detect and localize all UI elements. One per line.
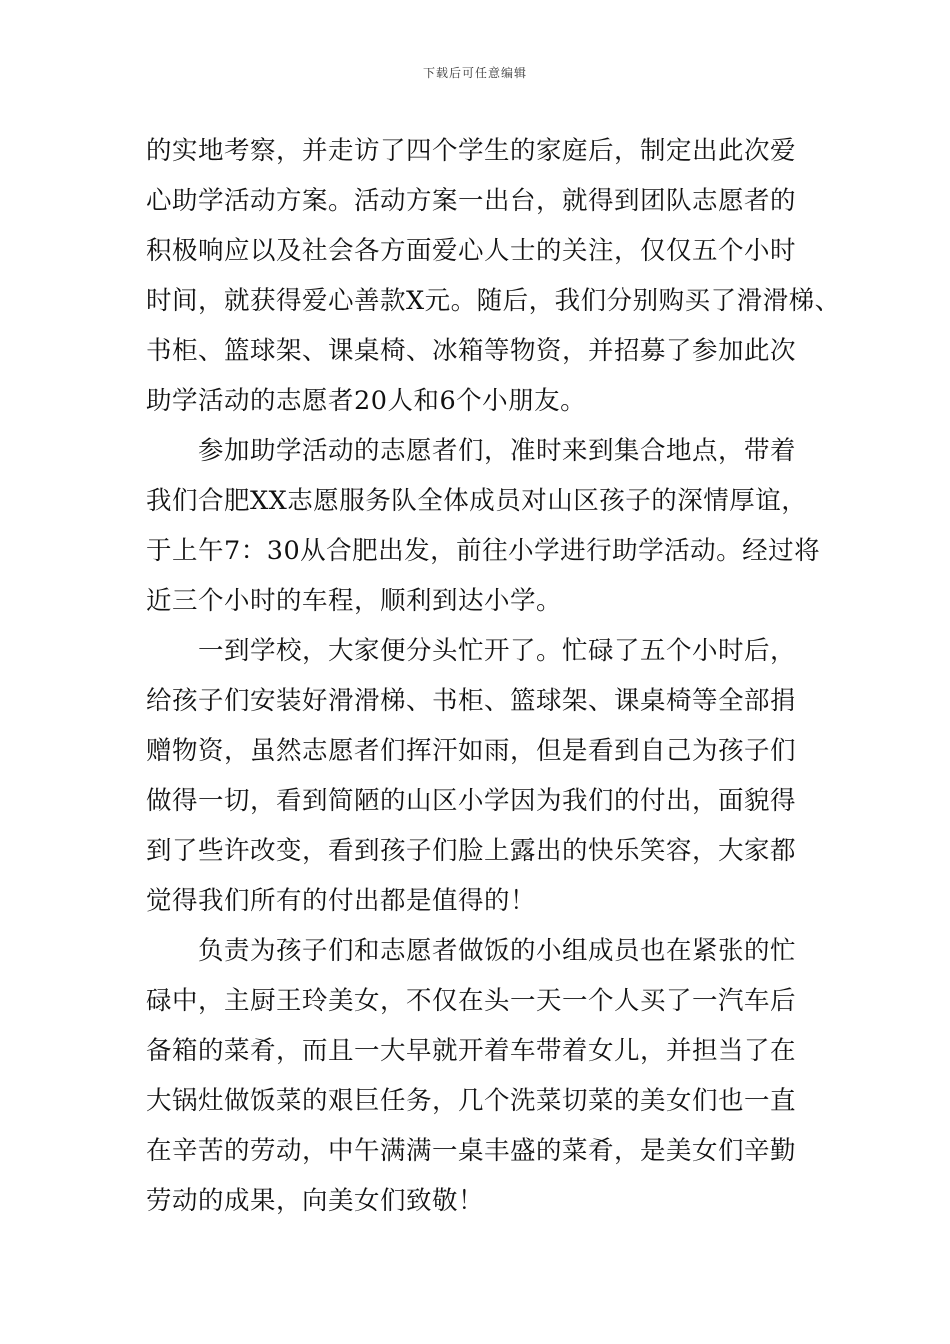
text-line: 碌中，主厨王玲美女，不仅在头一天一个人买了一汽车后 [146, 986, 797, 1016]
text-line: 书柜、篮球架、课桌椅、冰箱等物资，并招募了参加此次 [146, 336, 797, 366]
text-line: 到了些许改变，看到孩子们脸上露出的快乐笑容，大家都 [146, 836, 797, 866]
text-line: 的实地考察，并走访了四个学生的家庭后，制定出此次爱 [146, 136, 797, 166]
text-line: 我们合肥XX志愿服务队全体成员对山区孩子的深情厚谊， [146, 486, 808, 516]
text-line: 给孩子们安装好滑滑梯、书柜、篮球架、课桌椅等全部捐 [146, 686, 797, 716]
text-line: 一到学校，大家便分头忙开了。忙碌了五个小时后， [198, 636, 797, 666]
text-line: 劳动的成果，向美女们致敬！ [146, 1186, 485, 1216]
text-line: 负责为孩子们和志愿者做饭的小组成员也在紧张的忙 [198, 936, 797, 966]
text-line: 觉得我们所有的付出都是值得的！ [146, 886, 537, 916]
text-line: 近三个小时的车程，顺利到达小学。 [146, 586, 563, 616]
text-line: 于上午7：30从合肥出发，前往小学进行助学活动。经过将 [146, 536, 821, 566]
text-line: 时间，就获得爱心善款X元。随后，我们分别购买了滑滑梯、 [146, 286, 841, 316]
text-line: 在辛苦的劳动，中午满满一桌丰盛的菜肴，是美女们辛勤 [146, 1136, 797, 1166]
document-body [146, 126, 846, 1226]
text-line: 参加助学活动的志愿者们，准时来到集合地点，带着 [198, 436, 797, 466]
text-line: 赠物资，虽然志愿者们挥汗如雨，但是看到自己为孩子们 [146, 736, 797, 766]
text-line: 备箱的菜肴，而且一大早就开着车带着女儿，并担当了在 [146, 1036, 797, 1066]
text-line: 心助学活动方案。活动方案一出台，就得到团队志愿者的 [146, 186, 797, 216]
text-line: 大锅灶做饭菜的艰巨任务，几个洗菜切菜的美女们也一直 [146, 1086, 797, 1116]
text-line: 积极响应以及社会各方面爱心人士的关注，仅仅五个小时 [146, 236, 797, 266]
text-line: 助学活动的志愿者20人和6个小朋友。 [146, 386, 587, 416]
text-line: 做得一切，看到简陋的山区小学因为我们的付出，面貌得 [146, 786, 797, 816]
header-note: 下载后可任意编辑 [422, 66, 527, 80]
